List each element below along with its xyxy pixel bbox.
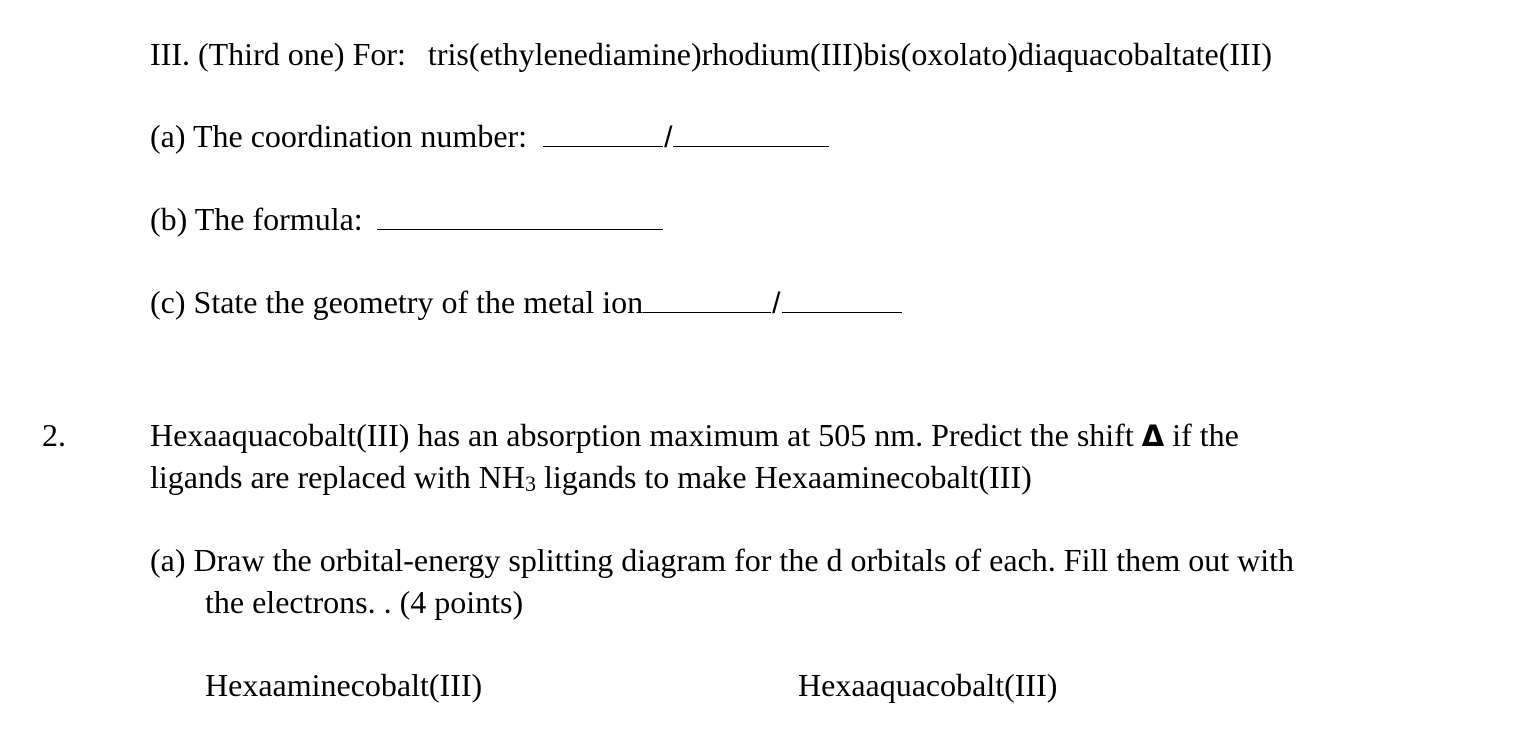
question-2-line2-prefix: ligands are replaced with NH — [150, 459, 525, 495]
question-c-label: (c) State the geometry of the metal ion — [150, 284, 644, 320]
question-2a-line2: the electrons. . (4 points) — [205, 584, 524, 620]
question-2-text-line2 — [150, 461, 1032, 495]
question-number: 2. — [42, 417, 66, 453]
question-2-line2-suffix: ligands to make Hexaaminecobalt(III) — [543, 459, 1032, 495]
answer-blank-c2[interactable] — [782, 286, 902, 313]
compound-name: tris(ethylenediamine)rhodium(III)bis(oxolato)diaquacobaltate(III) — [427, 36, 1273, 72]
diagram-label-hexaamine: Hexaaminecobalt(III) — [205, 667, 483, 703]
question-c-geometry — [150, 286, 902, 319]
answer-blank-a1[interactable] — [543, 120, 663, 147]
slash-separator: / — [664, 121, 673, 154]
answer-blank-c1[interactable] — [643, 286, 771, 313]
question-2-line1-prefix: Hexaaquacobalt(III) has an absorption maximum at 505 nm. Predict the shift — [150, 417, 1134, 453]
question-2-text-line1 — [150, 419, 1239, 451]
section-heading — [150, 38, 1272, 70]
question-a-coordination-number — [150, 120, 829, 153]
question-2-line1-suffix: if the — [1172, 417, 1239, 453]
section-heading-prefix: III. (Third one) For: — [150, 36, 406, 72]
question-b-label: (b) The formula: — [150, 201, 363, 237]
question-b-formula — [150, 203, 663, 235]
question-a-label: (a) The coordination number: — [150, 118, 528, 154]
slash-separator: / — [772, 287, 781, 320]
answer-blank-b[interactable] — [377, 203, 663, 230]
answer-blank-a2[interactable] — [673, 120, 829, 147]
question-2a-line1: (a) Draw the orbital-energy splitting diagram for the d orbitals of each. Fill them out with — [150, 542, 1294, 578]
subscript-3: 3 — [524, 471, 536, 496]
delta-symbol: Δ — [1141, 419, 1165, 453]
diagram-label-hexaaqua: Hexaaquacobalt(III) — [798, 667, 1058, 703]
